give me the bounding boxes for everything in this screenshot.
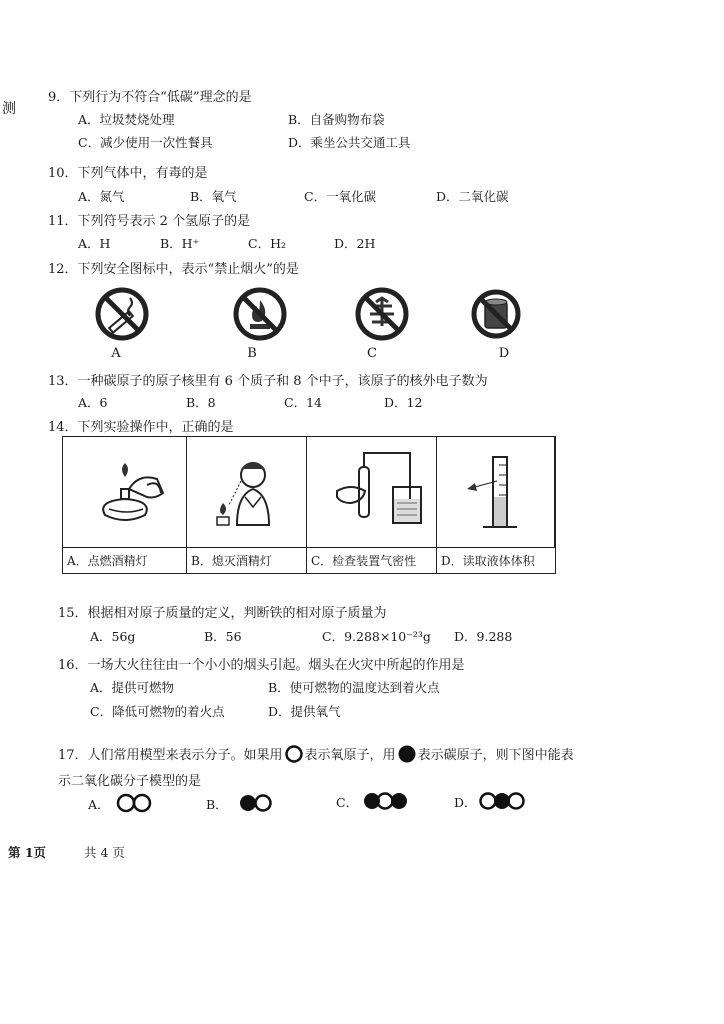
q10-option-d: D．二氧化碳	[436, 189, 509, 204]
q17-option-d: D．	[454, 795, 477, 810]
q17-option-b: B．	[206, 797, 228, 812]
q17-option-c: C．	[336, 795, 359, 810]
question-17-stem-line2: 示二氧化碳分子模型的是	[58, 774, 202, 789]
q13-option-d: D．12	[384, 395, 423, 410]
caption-c: C．检查装置气密性	[307, 548, 437, 573]
c2o-molecule-icon	[362, 790, 412, 812]
side-mark: 测	[2, 101, 16, 117]
q16-option-c: C．降低可燃物的着火点	[90, 704, 225, 719]
experiment-image-d	[437, 437, 555, 547]
sign-label-b: B	[247, 346, 257, 361]
q17-stem-part2: 表示氧原子，用	[304, 748, 396, 763]
sign-label-a: A	[111, 346, 121, 361]
question-12-stem: 12．下列安全图标中，表示“禁止烟火”的是	[48, 262, 299, 277]
co-molecule-icon	[238, 792, 278, 814]
question-15-stem: 15．根据相对原子质量的定义，判断铁的相对原子质量为	[58, 606, 387, 621]
o2-molecule-icon	[116, 792, 156, 814]
caption-d: D．读取液体体积	[441, 554, 535, 568]
lamp-lighting-icon	[63, 437, 185, 545]
airtightness-check-icon	[307, 437, 435, 545]
q11-option-a: A．H	[78, 236, 111, 251]
experiment-image-a	[63, 437, 187, 547]
q17-stem-part3: 表示碳原子，则下图中能表	[417, 748, 574, 763]
q10-option-c: C．一氧化碳	[304, 189, 377, 204]
sign-label-d: D	[498, 346, 510, 361]
co2-molecule-icon	[478, 790, 528, 812]
carbon-atom-icon	[397, 745, 417, 763]
q11-option-c: C．H₂	[248, 236, 286, 251]
q16-option-a: A．提供可燃物	[90, 680, 175, 695]
q13-option-a: A．6	[78, 395, 108, 410]
question-13-stem: 13．一种碳原子的原子核里有 6 个质子和 8 个中子，该原子的核外电子数为	[48, 374, 488, 389]
graduated-cylinder-icon	[437, 437, 553, 545]
experiment-captions	[63, 547, 555, 573]
experiment-table	[62, 436, 556, 574]
q9-option-a: A．垃圾焚烧处理	[78, 112, 175, 127]
q15-option-c: C．9.288×10⁻²³g	[322, 629, 431, 644]
no-smoking-icon	[94, 286, 150, 342]
experiment-image-b	[187, 437, 307, 547]
q10-option-b: B．氧气	[190, 189, 237, 204]
q17-option-a: A．	[88, 797, 110, 812]
q15-option-d: D．9.288	[454, 629, 513, 644]
oxygen-atom-icon	[284, 745, 304, 763]
student-blowing-lamp-icon	[187, 437, 305, 545]
q9-option-d: D．乘坐公共交通工具	[288, 135, 411, 150]
no-fireworks-icon	[354, 286, 410, 342]
q15-option-b: B．56	[204, 629, 242, 644]
caption-a: A．点燃酒精灯	[63, 548, 187, 573]
question-16-stem: 16．一场大火往往由一个小小的烟头引起。烟头在火灾中所起的作用是	[58, 658, 465, 673]
question-14-stem: 14．下列实验操作中，正确的是	[48, 420, 234, 435]
question-9-stem: 9．下列行为不符合“低碳”理念的是	[48, 90, 252, 105]
q9-option-c: C．减少使用一次性餐具	[78, 135, 213, 150]
q13-option-c: C．14	[284, 395, 322, 410]
q15-option-a: A．56g	[90, 629, 136, 644]
q11-option-d: D．2H	[334, 236, 376, 251]
sign-label-c: C	[367, 346, 377, 361]
page-number: 第 1页	[8, 845, 47, 860]
caption-b: B．熄灭酒精灯	[187, 548, 307, 573]
question-10-stem: 10．下列气体中，有毒的是	[48, 166, 208, 181]
q16-option-b: B．使可燃物的温度达到着火点	[268, 680, 440, 695]
q13-option-b: B．8	[186, 395, 216, 410]
question-11-stem: 11．下列符号表示 2 个氢原子的是	[48, 214, 251, 229]
q11-option-b: B．H⁺	[160, 236, 200, 251]
experiment-image-c	[307, 437, 437, 547]
page-total: 共 4 页	[84, 845, 125, 860]
no-flammables-icon	[470, 288, 522, 340]
q16-option-d: D．提供氧气	[268, 704, 341, 719]
no-open-flame-icon	[232, 286, 288, 342]
q9-option-b: B．自备购物布袋	[288, 112, 385, 127]
q17-stem-part1: 17．人们常用模型来表示分子。如果用	[58, 748, 283, 763]
q10-option-a: A．氮气	[78, 189, 125, 204]
question-17-stem	[58, 744, 574, 763]
